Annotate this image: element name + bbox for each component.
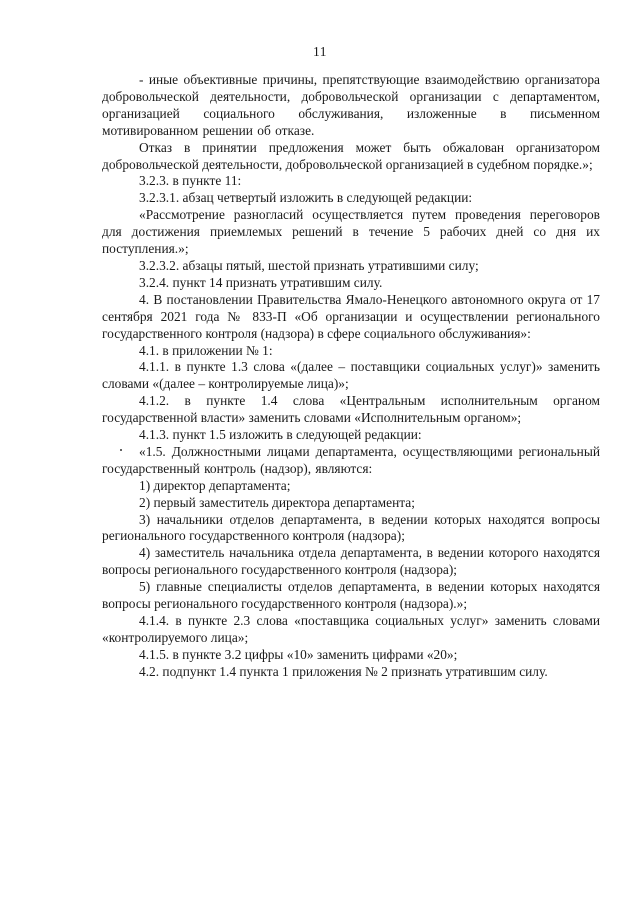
paragraph-4-1-1: 4.1.1. в пункте 1.3 слова «(далее – поставщики социальных услуг)» заменить словами «(далее – контролируемые лица)»; [102,359,600,392]
paragraph-4-1: 4.1. в приложении № 1: [139,342,273,358]
paragraph-4-1-2: 4.1.2. в пункте 1.4 слова «Центральным исполнительным органом государственной власти» заменить словами «Исполнительным органом»; [102,393,600,426]
paragraph-3-2-3-2: 3.2.3.2. абзацы пятый, шестой признать утратившими силу; [139,257,479,273]
list-item-3: 3) начальники отделов департамента, в ведении которых находятся вопросы регионального государственного контроля (надзора); [102,511,600,544]
list-item-4: 4) заместитель начальника отдела департамента, в ведении которого находятся вопросы регионального государственного контроля (надзора); [102,545,600,578]
paragraph-1-5-officials: «1.5. Должностными лицами департамента, осуществляющими региональный государственный контроль (надзор), являются: [102,443,600,476]
list-item-5: 5) главные специалисты отделов департамента, в ведении которых находятся вопросы регионального государственного контроля (надзора).»; [102,579,600,612]
paragraph-appeal: Отказ в принятии предложения может быть обжалован организатором добровольческой деятельности, добровольческой организацией в судебном порядке.»; [102,139,600,172]
document-body [102,72,600,681]
paragraph-4-1-5: 4.1.5. в пункте 3.2 цифры «10» заменить цифрами «20»; [139,646,458,662]
paragraph-4-1-4: 4.1.4. в пункте 2.3 слова «поставщика социальных услуг» заменить словами «контролируемого лица»; [102,613,600,645]
paragraph-3-2-3-1: 3.2.3.1. абзац четвертый изложить в следующей редакции: [139,190,473,206]
page-number: 11 [313,44,327,59]
list-item-1: 1) директор департамента; [139,477,291,493]
paragraph-rejection-reasons: - иные объективные причины, препятствующие взаимодействию организатора добровольческой деятельности, добровольческой организации с департаментом, организацией социального обслуживания, изложенные в письменном мотивированном решении об отказе. [102,72,600,138]
paragraph-3-2-4: 3.2.4. пункт 14 признать утратившим силу. [139,274,383,290]
paragraph-3-2-3: 3.2.3. в пункте 11: [139,173,242,189]
paragraph-4: 4. В постановлении Правительства Ямало-Ненецкого автономного округа от 17 сентября 2021 года № 833-П «Об организации и осуществлении регионального государственного контроля (надзора) в сфере социального обслуживания»: [102,291,600,341]
list-item-2: 2) первый заместитель директора департамента; [139,494,415,510]
paragraph-4-1-3: 4.1.3. пункт 1.5 изложить в следующей редакции: [139,427,422,443]
paragraph-4-2: 4.2. подпункт 1.4 пункта 1 приложения № 2 признать утратившим силу. [139,663,548,679]
paragraph-disagreements: «Рассмотрение разногласий осуществляется путем проведения переговоров для достижения приемлемых решений в течение 5 рабочих дней со дня их поступления.»; [102,207,600,257]
